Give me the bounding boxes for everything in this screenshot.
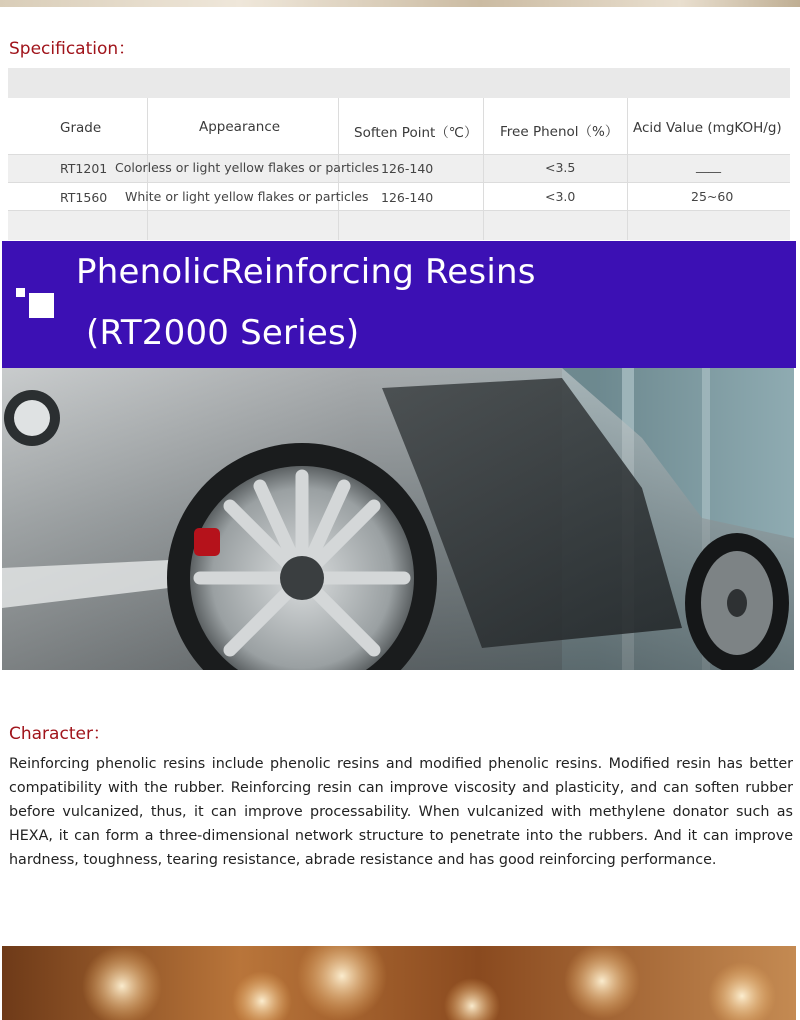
column-divider [483, 98, 484, 240]
banner-subtitle: (RT2000 Series) [86, 313, 360, 353]
column-header-grade: Grade [60, 120, 102, 136]
column-divider [627, 98, 628, 240]
cell-grade: RT1201 [60, 161, 108, 176]
cell-appearance: Colorless or light yellow flakes or particles [115, 160, 380, 175]
column-header-appearance: Appearance [199, 119, 281, 135]
cell-soften-point: 126-140 [381, 161, 434, 176]
specification-heading: Specification： [9, 39, 136, 59]
cell-appearance: White or light yellow flakes or particles [125, 189, 369, 204]
row-divider [8, 182, 790, 183]
cell-grade: RT1560 [60, 190, 108, 205]
product-banner [2, 241, 796, 368]
row-divider [8, 154, 790, 155]
car-photo [2, 368, 794, 670]
column-header-soften-point: Soften Point（℃） [354, 125, 478, 141]
cell-soften-point: 126-140 [381, 190, 434, 205]
column-header-free-phenol: Free Phenol（%） [500, 124, 619, 140]
cell-acid-value: 25~60 [691, 189, 734, 204]
table-top-band [8, 68, 790, 98]
column-header-acid-value: Acid Value (mgKOH/g) [633, 120, 782, 136]
cell-free-phenol: <3.0 [545, 189, 576, 204]
banner-title: PhenolicReinforcing Resins [76, 252, 536, 292]
banner-square-icon-large [29, 293, 54, 318]
character-heading: Character： [9, 724, 110, 744]
table-bottom-band [8, 210, 790, 240]
row-divider [8, 210, 790, 211]
specification-table [8, 68, 790, 240]
cell-acid-value: ____ [696, 158, 721, 173]
banner-square-icon-small [16, 288, 25, 297]
cell-free-phenol: <3.5 [545, 160, 576, 175]
bottom-bokeh-photo [2, 946, 796, 1020]
top-decorative-strip [0, 0, 800, 7]
character-description: Reinforcing phenolic resins include phenolic resins and modified phenolic resins. Modified resin has better compatibility with the rubber. Reinforcing resin can improve viscosity and plasticity, and can soften rubber before vulcanized, thus, it can improve processability. When vulcanized with methylene donator such as HEXA, it can form a three-dimensional network structure to penetrate into the rubbers. And it can improve hardness, toughness, tearing resistance, abrade resistance and has good reinforcing performance. [9, 756, 793, 868]
